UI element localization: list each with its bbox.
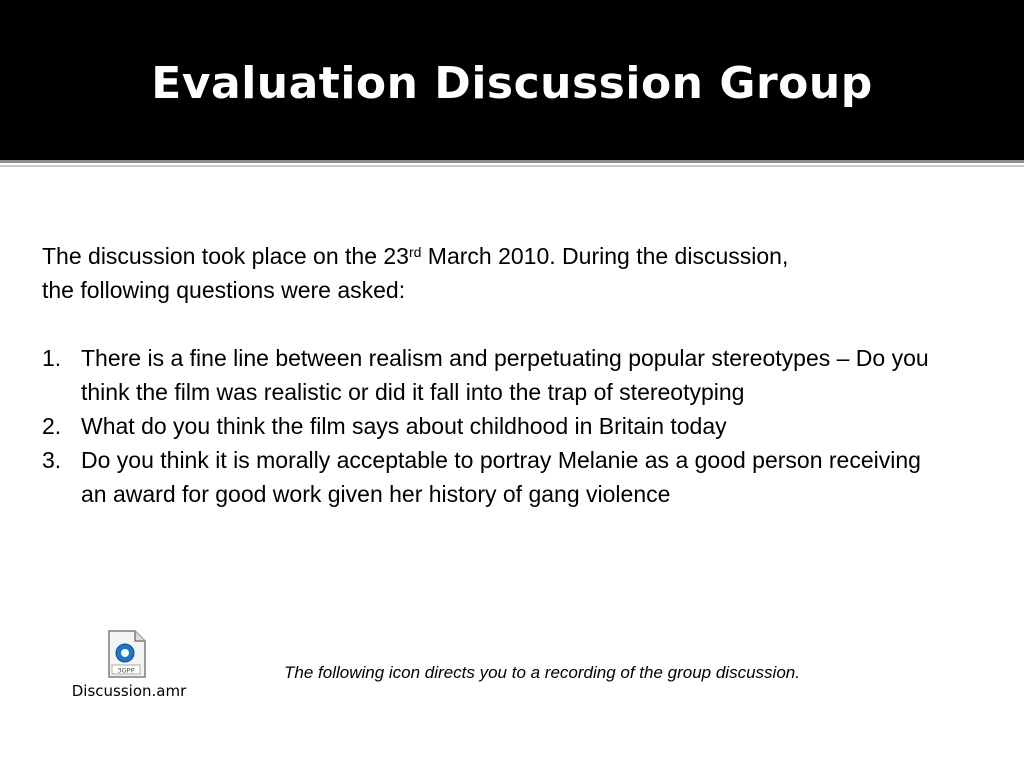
question-text: What do you think the film says about childhood in Britain today bbox=[81, 413, 727, 439]
question-number: 2. bbox=[42, 413, 62, 439]
intro-text-start: The discussion took place on the 23 bbox=[42, 243, 409, 269]
intro-paragraph bbox=[42, 239, 992, 307]
title-divider bbox=[0, 160, 1024, 163]
file-type-badge: 3GPP bbox=[117, 666, 135, 675]
question-text: There is a fine line between realism and perpetuating popular stereotypes – Do you think the film was realistic or did it fall into the trap of stereotyping bbox=[81, 345, 929, 405]
audio-file-icon[interactable] bbox=[105, 630, 149, 678]
question-text: Do you think it is morally acceptable to portray Melanie as a good person receiving an award for good work given her history of gang violence bbox=[81, 447, 921, 507]
ordinal-suffix: rd bbox=[408, 244, 422, 260]
slide-title: Evaluation Discussion Group bbox=[151, 58, 873, 109]
title-divider-light bbox=[0, 165, 1024, 167]
intro-text-line2: the following questions were asked: bbox=[42, 277, 406, 303]
list-item bbox=[42, 409, 942, 443]
list-item bbox=[42, 443, 942, 511]
list-item bbox=[42, 341, 942, 409]
question-list bbox=[42, 341, 942, 511]
question-number: 3. bbox=[42, 447, 62, 473]
intro-text-end: March 2010. During the discussion, bbox=[421, 243, 789, 269]
file-name-label[interactable]: Discussion.amr bbox=[71, 682, 187, 700]
question-number: 1. bbox=[42, 345, 62, 371]
recording-caption: The following icon directs you to a recording of the group discussion. bbox=[284, 663, 800, 682]
